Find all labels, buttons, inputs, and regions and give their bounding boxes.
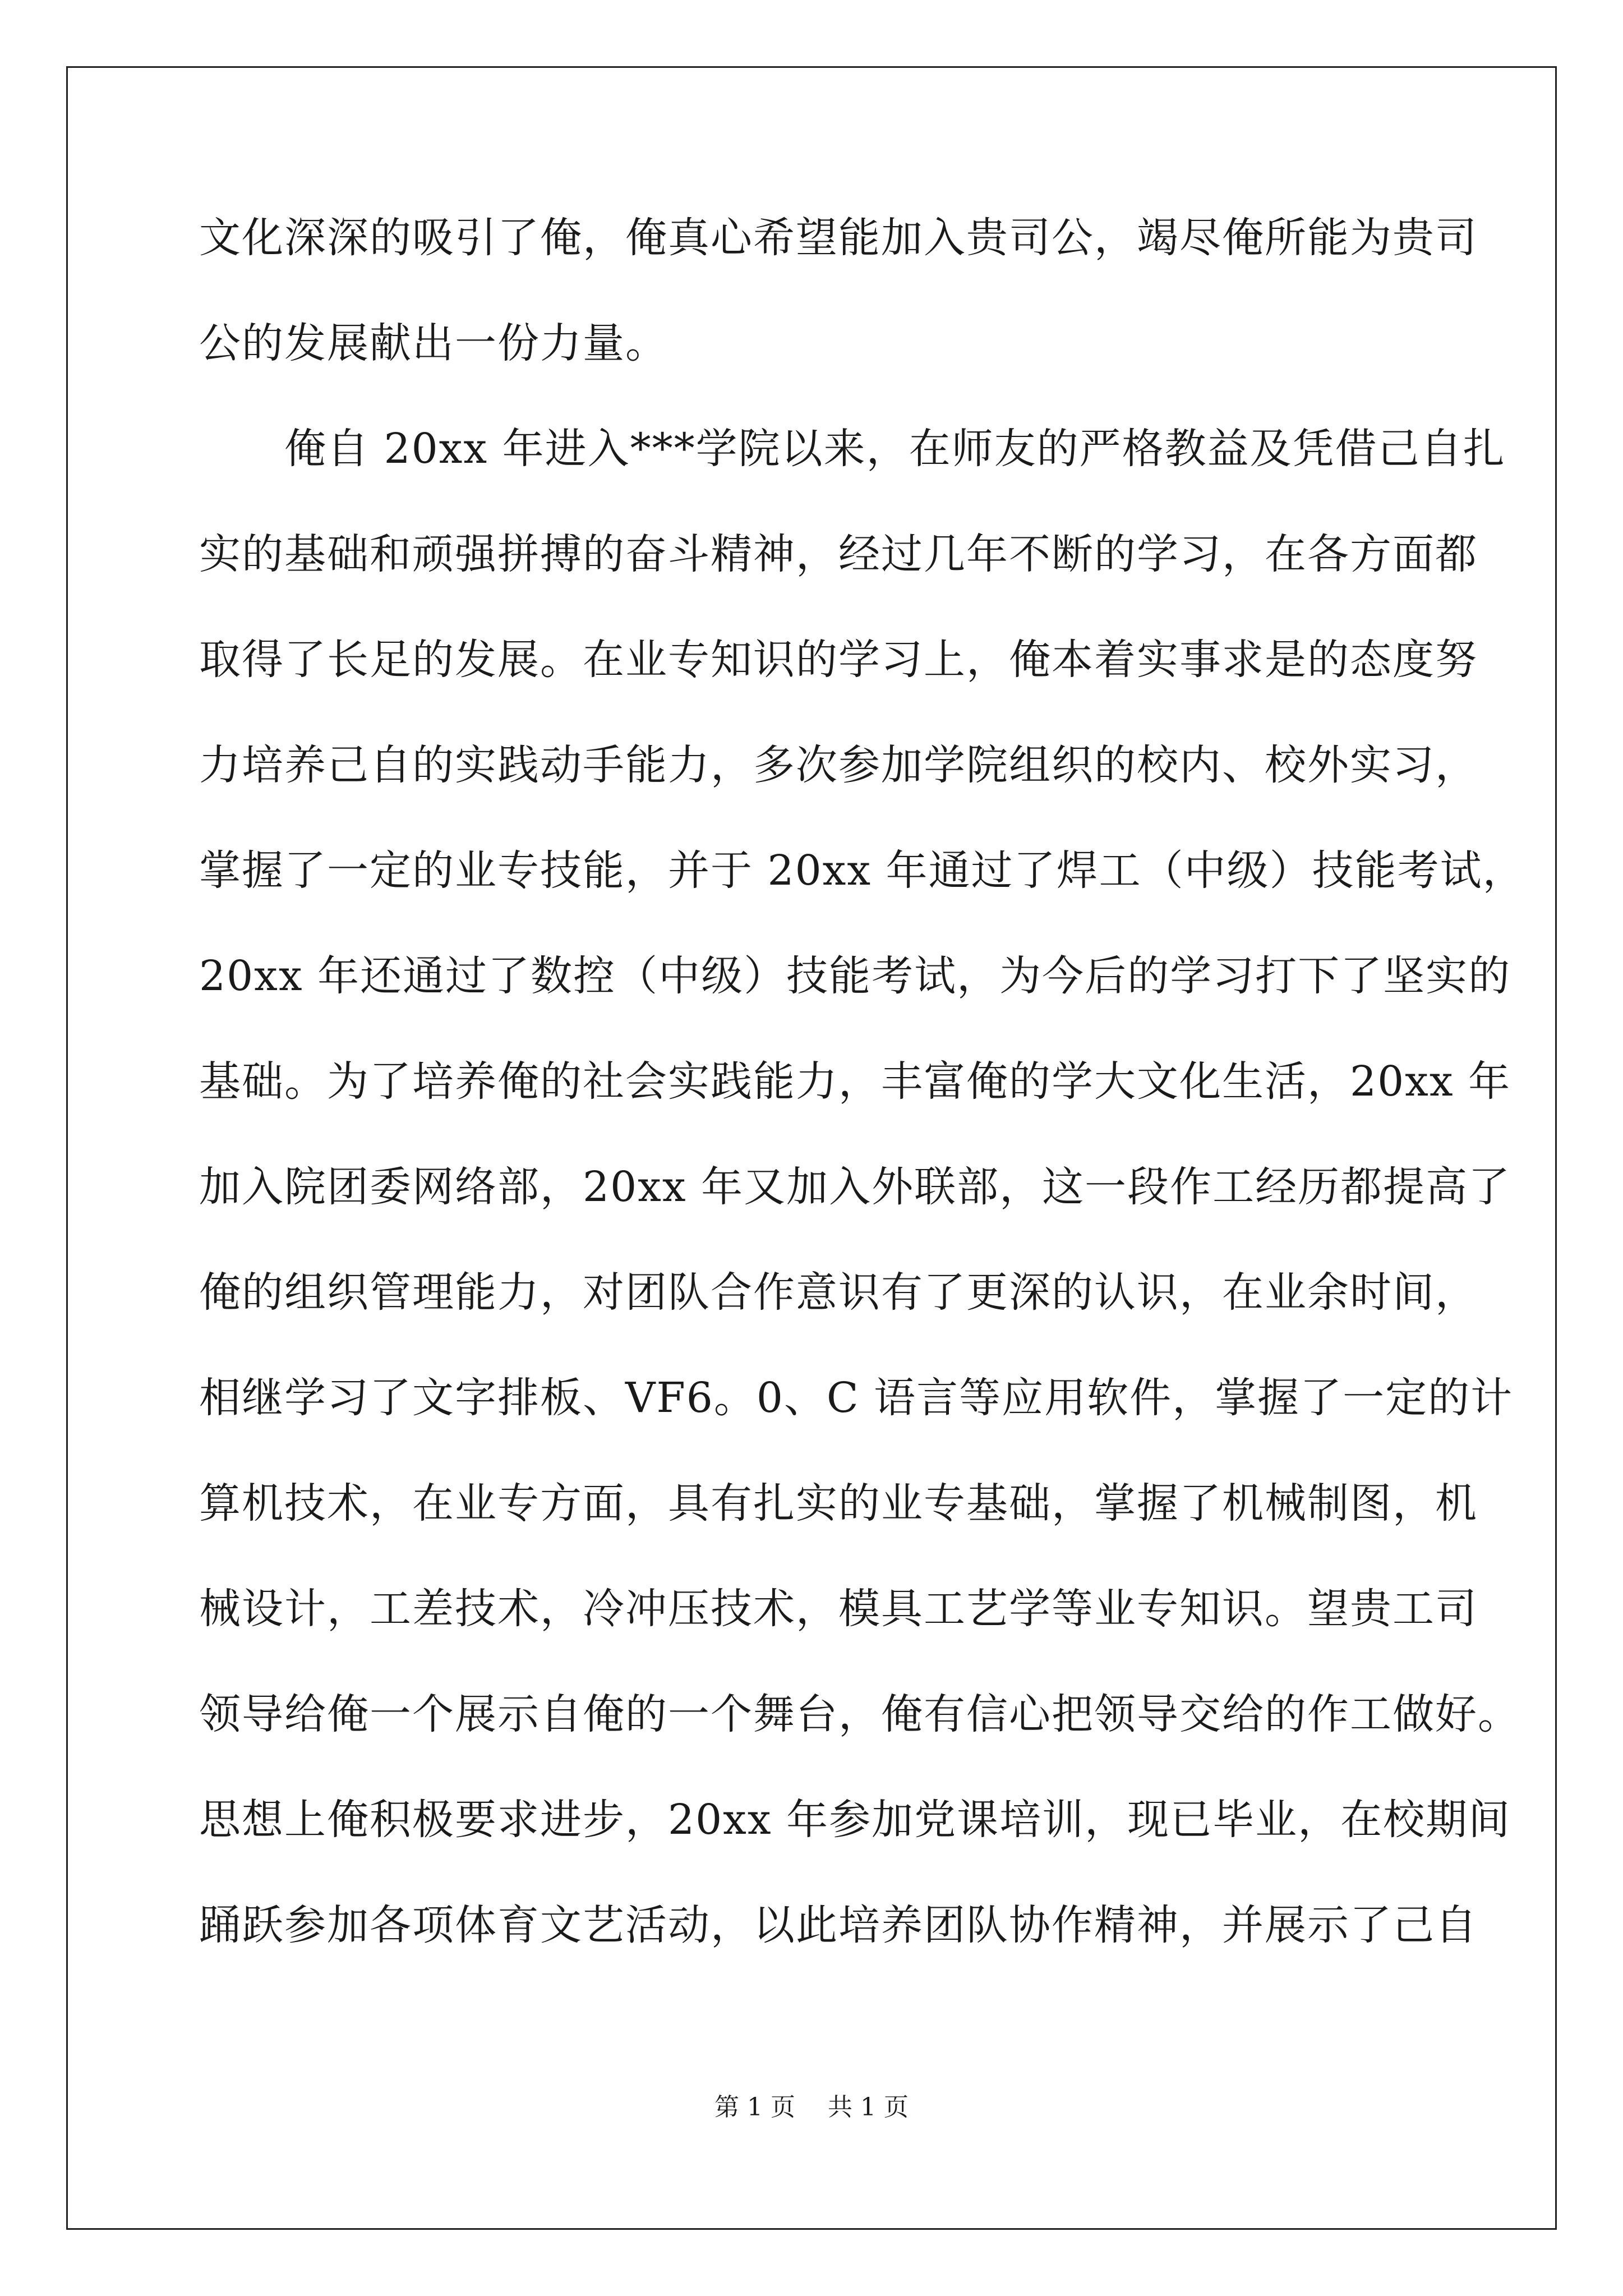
text-line: 踊跃参加各项体育文艺活动，以此培养团队协作精神，并展示了己自 xyxy=(199,1901,1478,1949)
text-line: 20xx 年还通过了数控（中级）技能考试，为今后的学习打下了坚实的 xyxy=(199,952,1511,1000)
page-footer: 第 1 页 共 1 页 xyxy=(714,2093,909,2122)
text-line: 基础。为了培养俺的社会实践能力，丰富俺的学大文化生活，20xx 年 xyxy=(199,1057,1511,1106)
text-line: 掌握了一定的业专技能，并于 20xx 年通过了焊工（中级）技能考试， xyxy=(199,846,1525,895)
text-line: 思想上俺积极要求进步，20xx 年参加党课培训，现已毕业，在校期间 xyxy=(199,1796,1511,1844)
body-text xyxy=(199,185,1525,1978)
text-line: 实的基础和顽强拼搏的奋斗精神，经过几年不断的学习，在各方面都 xyxy=(199,530,1478,578)
text-line: 文化深深的吸引了俺，俺真心希望能加入贵司公，竭尽俺所能为贵司 xyxy=(199,214,1478,262)
text-line: 加入院团委网络部，20xx 年又加入外联部，这一段作工经历都提高了 xyxy=(199,1163,1511,1211)
text-line: 公的发展献出一份力量。 xyxy=(199,319,668,367)
text-line: 俺的组织管理能力，对团队合作意识有了更深的认识，在业余时间， xyxy=(199,1268,1478,1317)
text-line: 相继学习了文字排板、VF6。0、C 语言等应用软件，掌握了一定的计 xyxy=(199,1374,1514,1422)
text-line: 取得了长足的发展。在业专知识的学习上，俺本着实事求是的态度努 xyxy=(199,636,1478,684)
text-line: 械设计，工差技术，冷冲压技术，模具工艺学等业专知识。望贵工司 xyxy=(199,1585,1478,1633)
text-line: 领导给俺一个展示自俺的一个舞台，俺有信心把领导交给的作工做好。 xyxy=(199,1690,1520,1738)
text-line: 算机技术，在业专方面，具有扎实的业专基础，掌握了机械制图，机 xyxy=(199,1479,1478,1527)
text-line: 俺自 20xx 年进入***学院以来，在师友的严格教益及凭借己自扎 xyxy=(199,425,1506,473)
text-line: 力培养己自的实践动手能力，多次参加学院组织的校内、校外实习， xyxy=(199,741,1478,789)
